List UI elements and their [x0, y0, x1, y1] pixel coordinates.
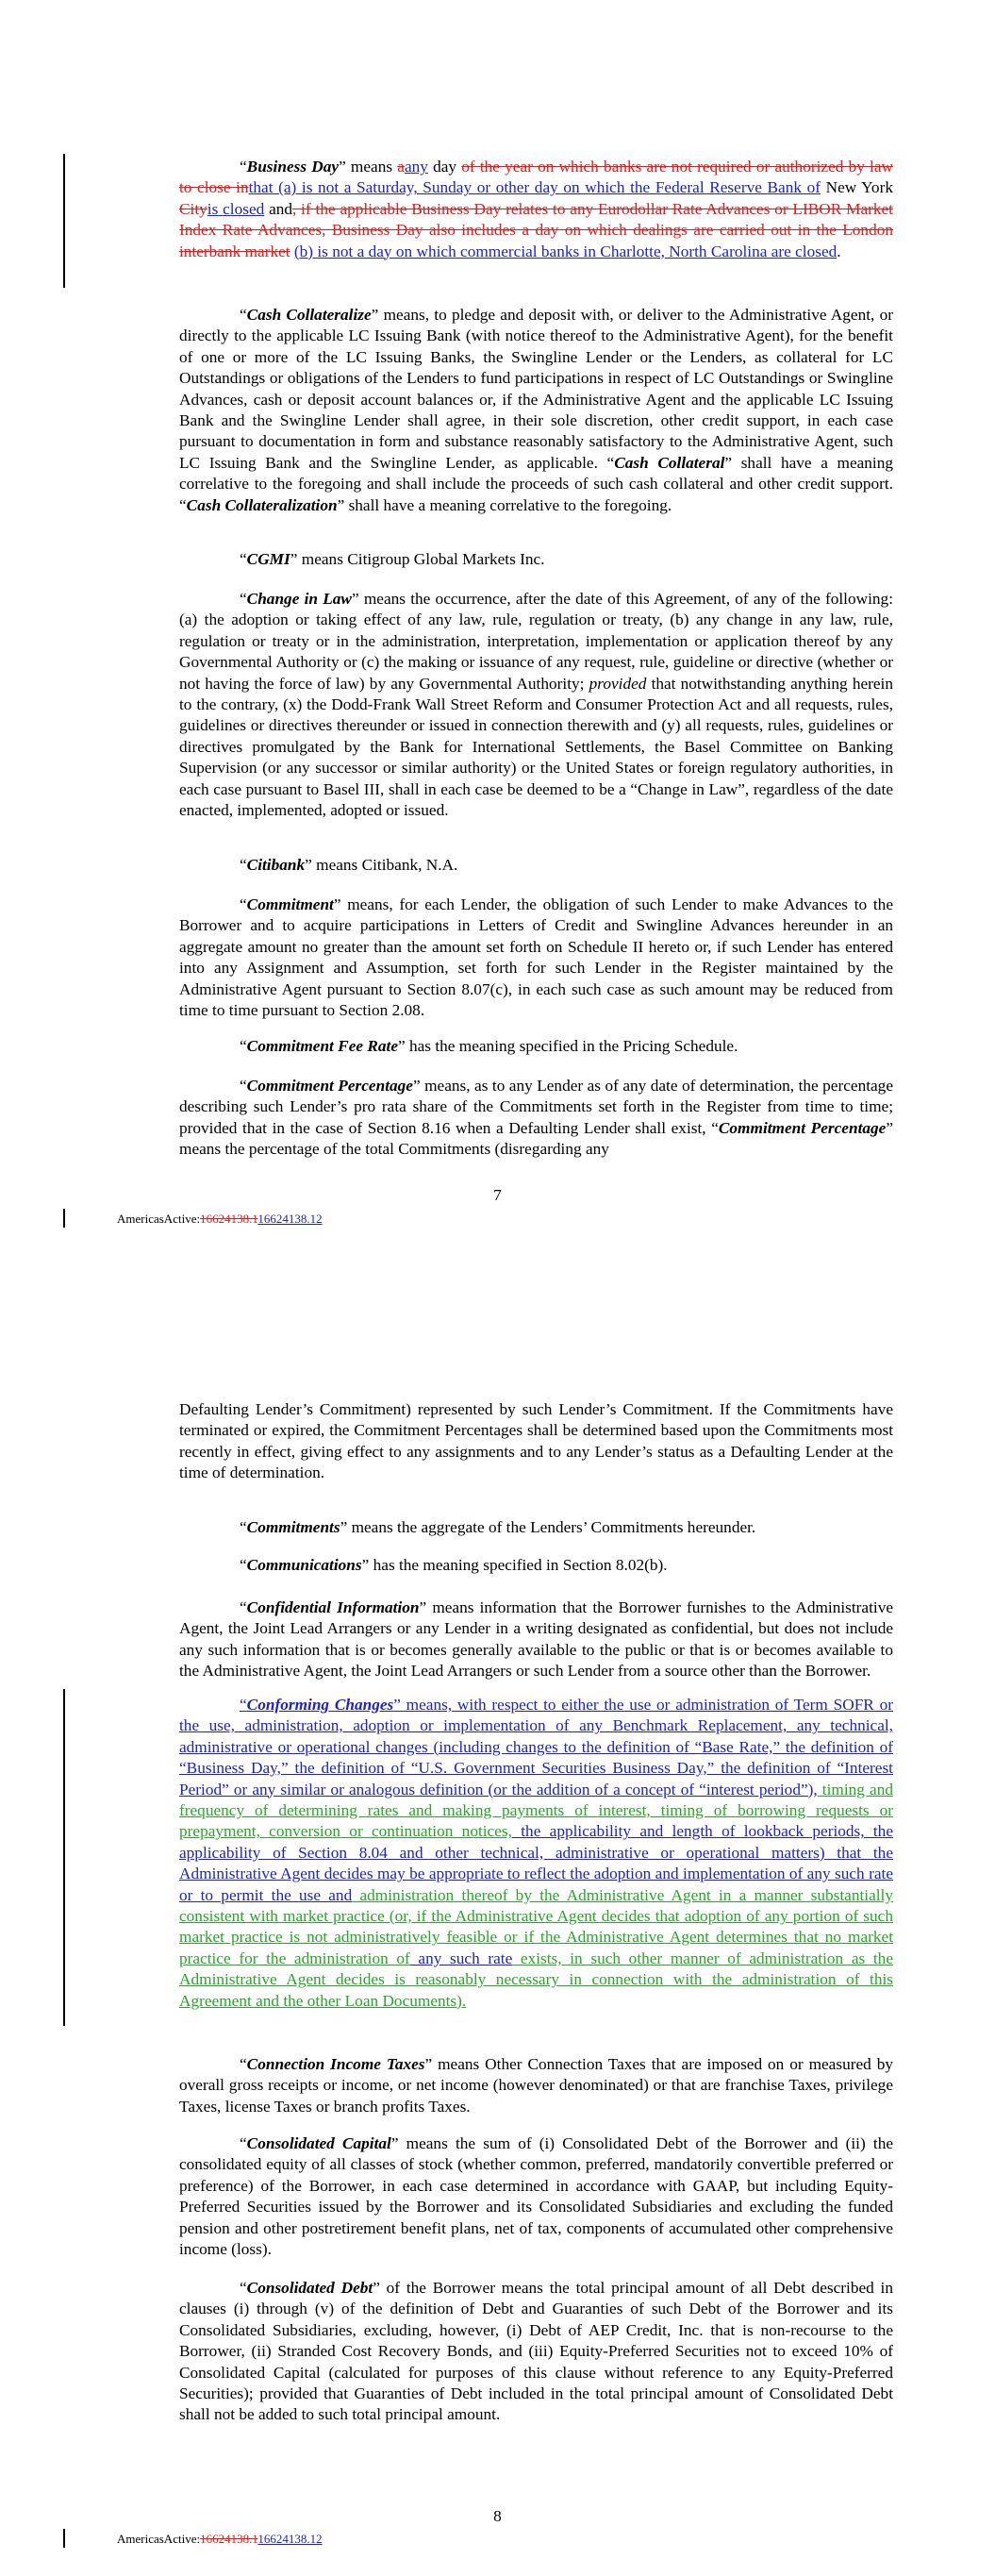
defined-term: Business Day	[246, 158, 340, 176]
definition-commitment: “Commitment” means, for each Lender, the obligation of such Lender to make Advances to the Borrower and to acquire participations in Letters of Credit and Swingline Advances hereunder in an aggregate amount no greater than the amount set forth on Schedule II hereto or, if such Lender has entered into any Assignment and Assumption, set forth for such Lender in the Register maintained by the Administrative Agent pursuant to Section 8.07(c), in each such case as such amount may be reduced from time to time pursuant to Section 2.08.	[179, 895, 893, 1020]
moved-text: administration thereof by the Administrative Agent in a manner substantially consistent with market practice (or, if the Administrative Agent decides that adoption of any portion of such market practice is not administratively feasible or if the Administrative Agent determines that no market practice for the administration of	[179, 1885, 893, 1967]
inserted-text: the applicability and length of lookback periods, the applicability of Section 8.04 and other technical, administrative or operational matters) that the Administrative Agent decides may be appropriate to reflect the adoption and implementation of any such rate or to permit the use and	[179, 1822, 893, 1904]
definition-confidential-information: “Confidential Information” means information that the Borrower furnishes to the Administrative Agent, the Joint Lead Arrangers or any Lender in a writing designated as confidential, but does not include any such information that is or becomes generally available to the public or that is or becomes available to the Administrative Agent, the Joint Lead Arrangers or such Lender from a source other than the Borrower.	[179, 1598, 894, 1681]
definition-commitment-percentage: “Commitment Percentage” means, as to any Lender as of any date of determination, the percentage describing such Lender’s pro rata share of the Commitments set forth in the Register from time to time; provided that in the case of Section 8.16 when a Defaulting Lender shall exist, “Commitment Percentage” means the percentage of the total Commitments (disregarding any	[179, 1077, 894, 1159]
defined-term: Conforming Changes	[246, 1696, 394, 1714]
defined-term: Commitment	[246, 895, 334, 913]
change-bar	[63, 2529, 65, 2548]
page-8	[0, 1283, 995, 2576]
defined-term: Commitment Percentage	[246, 1077, 413, 1095]
defined-term: Communications	[246, 1556, 362, 1574]
page-7	[0, 0, 995, 1283]
inserted-text: any such rate	[409, 1949, 513, 1967]
definition-connection-income-taxes: “Connection Income Taxes” means Other Connection Taxes that are imposed on or measured by overall gross receipts or income, or net income (however denominated) or that are franchise Taxes, privilege Taxes, license Taxes or branch profits Taxes.	[179, 2055, 893, 2116]
page-number: 8	[493, 2507, 502, 2525]
definition-business-day: “Business Day” means aany day of the year on which banks are not required or authorized by law to close inthat (a) is not a Saturday, Sunday or other day on which the Federal Reserve Bank of New York Cityis closed and, if the applicable Business Day relates to any Eurodollar Rate Advances or LIBOR Market Index Rate Advances, Business Day also includes a day on which dealings are carried out in the London interbank market (b) is not a day on which commercial banks in Charlotte, North Carolina are closed.	[179, 158, 894, 260]
definition-cash-collateralize: “Cash Collateralize” means, to pledge and deposit with, or deliver to the Administrative Agent, or directly to the applicable LC Issuing Bank (with notice thereof to the Administrative Agent), for the benefit of one or more of the LC Issuing Banks, the Swingline Lender or the Lenders, as collateral for LC Outstandings or obligations of the Lenders to fund participations in respect of LC Outstandings or Swingline Advances, cash or deposit account balances or, if the Administrative Agent and the applicable LC Issuing Bank and the Swingline Lender shall agree, in their sole discretion, other credit support, in each case pursuant to documentation in form and substance reasonably satisfactory to the Administrative Agent, such LC Issuing Bank and the Swingline Lender, as applicable. “Cash Collateral” shall have a meaning correlative to the foregoing and shall include the proceeds of such cash collateral and other credit support. “Cash Collateralization” shall have a meaning correlative to the foregoing.	[179, 306, 894, 514]
footer-doc-id: AmericasActive:16624138.116624138.12	[117, 2532, 323, 2546]
deleted-text: a	[397, 158, 405, 176]
moved-text: exists, in such other manner of administration as the Administrative Agent decides is reasonably necessary in connection with the administration of this Agreement and the other Loan Documents).	[179, 1949, 893, 2010]
definition-change-in-law: “Change in Law” means the occurrence, after the date of this Agreement, of any of the following: (a) the adoption or taking effect of any law, rule, regulation or treaty, (b) any change in any law, rule, regulation or treaty or in the administration, interpretation, implementation or application thereof by any Governmental Authority or (c) the making or issuance of any request, rule, guideline or directive (whether or not having the force of law) by any Governmental Authority; provided that notwithstanding anything herein to the contrary, (x) the Dodd-Frank Wall Street Reform and Consumer Protection Act and all requests, rules, guidelines or directives thereunder or issued in connection therewith and (y) all requests, rules, guidelines or directives promulgated by the Bank for International Settlements, the Basel Committee on Banking Supervision (or any successor or similar authority) or the United States or foreign regulatory authorities, in each case pursuant to Basel III, shall in each case be deemed to be a “Change in Law”, regardless of the date enacted, implemented, adopted or issued.	[179, 590, 893, 820]
deleted-text: of the year on which banks are not required or authorized by law to close in	[179, 158, 894, 197]
change-bar	[63, 154, 65, 288]
definition-commitments: “Commitments” means the aggregate of the Lenders’ Commitments hereunder.	[240, 1518, 756, 1536]
page-number: 7	[493, 1186, 502, 1204]
defined-term: CGMI	[246, 550, 290, 568]
inserted-text: ” means, with respect to either the use or administration of Term SOFR or the use, administration, adoption or implementation of any Benchmark Replacement, any technical, administrative or operational changes (including changes to the definition of “Base Rate,” the definition of “Business Day,” the definition of “U.S. Government Securities Business Day,” the definition of “Interest Period” or any similar or analogous definition (or the addition of a concept of “interest period”),	[179, 1696, 893, 1798]
defined-term: Cash Collateralize	[246, 306, 372, 324]
definition-consolidated-debt: “Consolidated Debt” of the Borrower means the total principal amount of all Debt described in clauses (i) through (v) of the definition of Debt and Guaranties of such Debt of the Borrower and its Consolidated Subsidiaries, excluding, however, (i) Debt of AEP Credit, Inc. that is non-recourse to the Borrower, (ii) Stranded Cost Recovery Bonds, and (iii) Equity-Preferred Securities not to exceed 10% of Consolidated Capital (calculated for purposes of this clause without reference to any Equity-Preferred Securities); provided that Guaranties of Debt included in the total principal amount of Consolidated Debt shall not be added to such total principal amount.	[179, 2279, 893, 2424]
defined-term: Connection Income Taxes	[246, 2055, 425, 2073]
definition-citibank: “Citibank” means Citibank, N.A.	[240, 856, 458, 874]
defined-term: Cash Collateralization	[186, 495, 338, 514]
inserted-text: that (a) is not a Saturday, Sunday or other day on which the Federal Reserve Bank of	[248, 178, 821, 197]
defined-term: Commitment Percentage	[718, 1118, 887, 1137]
moved-text: timing and frequency of determining rates and making payments of interest, timing of borrowing requests or prepayment, conversion or continuation notices,	[179, 1780, 893, 1841]
defined-term: Citibank	[246, 856, 306, 874]
footer-doc-id: AmericasActive:16624138.116624138.12	[117, 1212, 323, 1226]
defined-term: Commitments	[246, 1518, 340, 1536]
defined-term: Cash Collateral	[614, 453, 725, 472]
deleted-text: , if the applicable Business Day relates to any Eurodollar Rate Advances or LIBOR Market Index Rate Advances, Business Day also includes a day on which dealings are carried out in the London interbank market	[179, 199, 893, 260]
change-bar	[63, 1689, 65, 2026]
definition-consolidated-capital: “Consolidated Capital” means the sum of (i) Consolidated Debt of the Borrower and (ii) the consolidated equity of all classes of stock (whether common, preferred, mandatorily convertible preferred or preference) of the Borrower, in each case determined in accordance with GAAP, but including Equity-Preferred Securities issued by the Borrower and its Consolidated Subsidiaries and excluding the funded pension and other postretirement benefit plans, net of tax, components of accumulated other comprehensive income (loss).	[179, 2134, 894, 2259]
inserted-text: (b) is not a day on which commercial banks in Charlotte, North Carolina are closed	[293, 242, 837, 260]
inserted-text: is closed	[207, 199, 265, 218]
defined-term: Consolidated Capital	[246, 2134, 391, 2152]
defined-term: Confidential Information	[246, 1598, 420, 1616]
definition-conforming-changes: “Conforming Changes” means, with respect to either the use or administration of Term SOFR or the use, administration, adoption or implementation of any Benchmark Replacement, any technical, administrative or operational changes (including changes to the definition of “Base Rate,” the definition of “Business Day,” the definition of “U.S. Government Securities Business Day,” the definition of “Interest Period” or any similar or analogous definition (or the addition of a concept of “interest period”), timing and frequency of determining rates and making payments of interest, timing of borrowing requests or prepayment, conversion or continuation notices, the applicability and length of lookback periods, the applicability of Section 8.04 and other technical, administrative or operational matters) that the Administrative Agent decides may be appropriate to reflect the adoption and implementation of any such rate or to permit the use and administration thereof by the Administrative Agent in a manner substantially consistent with market practice (or, if the Administrative Agent decides that adoption of any portion of such market practice is not administratively feasible or if the Administrative Agent determines that no market practice for the administration of any such rate exists, in such other manner of administration as the Administrative Agent decides is reasonably necessary in connection with the administration of this Agreement and the other Loan Documents).	[179, 1696, 893, 2010]
defined-term: Consolidated Debt	[246, 2279, 373, 2297]
definition-cgmi: “CGMI” means Citigroup Global Markets Inc.	[240, 550, 545, 568]
deleted-text: City	[179, 199, 207, 218]
inserted-text: any	[404, 158, 428, 176]
defined-term: Change in Law	[246, 590, 352, 608]
defined-term: Commitment Fee Rate	[246, 1037, 398, 1055]
continuation-paragraph: Defaulting Lender’s Commitment) represented by such Lender’s Commitment. If the Commitments have terminated or expired, the Commitment Percentages shall be determined based upon the Commitments most recently in effect, giving effect to any assignments and to any Lender’s status as a Defaulting Lender at the time of determination.	[179, 1400, 893, 1482]
definition-commitment-fee-rate: “Commitment Fee Rate” has the meaning specified in the Pricing Schedule.	[240, 1037, 738, 1055]
change-bar	[63, 1209, 65, 1228]
definition-communications: “Communications” has the meaning specified in Section 8.02(b).	[240, 1556, 668, 1574]
